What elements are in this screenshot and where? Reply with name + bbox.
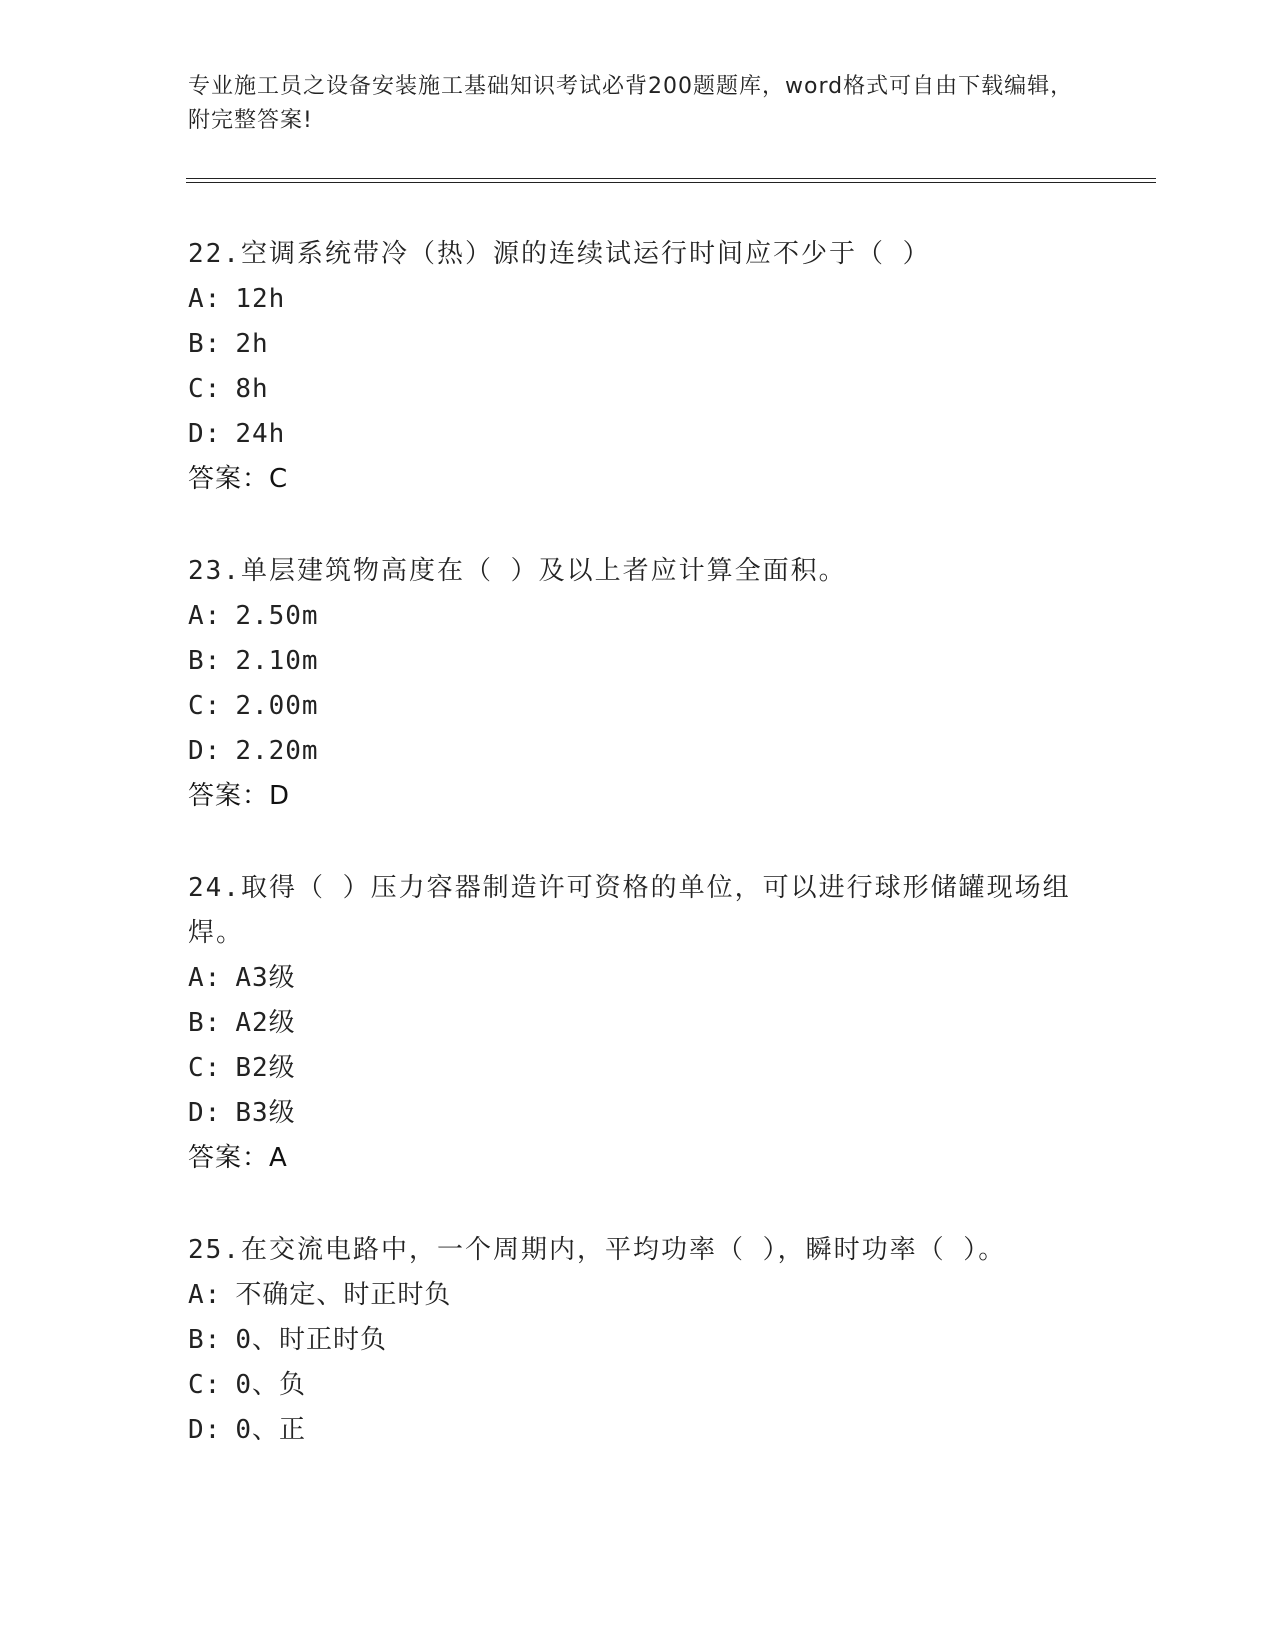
question-text: 24.取得（ ）压力容器制造许可资格的单位，可以进行球形储罐现场组焊。 bbox=[188, 873, 1071, 948]
question-list bbox=[188, 232, 1088, 1501]
option-key: A: bbox=[188, 1280, 222, 1310]
question-item bbox=[188, 866, 1088, 1180]
option-item bbox=[188, 1046, 1088, 1091]
answer-text: 答案：D bbox=[188, 781, 291, 811]
question-item bbox=[188, 232, 1088, 501]
question-text: 22.空调系统带冷（热）源的连续试运行时间应不少于（ ） bbox=[188, 239, 931, 269]
option-item bbox=[188, 729, 1088, 774]
option-value: 0、时正时负 bbox=[235, 1325, 387, 1355]
option-item bbox=[188, 956, 1088, 1001]
option-item bbox=[188, 1318, 1088, 1363]
option-value: 2h bbox=[235, 329, 269, 359]
option-item bbox=[188, 1001, 1088, 1046]
option-item bbox=[188, 1363, 1088, 1408]
option-value: 0、负 bbox=[235, 1370, 306, 1400]
option-value: 8h bbox=[235, 374, 269, 404]
option-item bbox=[188, 1091, 1088, 1136]
answer-text: 答案：A bbox=[188, 1143, 288, 1173]
question-item bbox=[188, 1228, 1088, 1453]
option-key: A: bbox=[188, 963, 222, 993]
option-key: B: bbox=[188, 329, 222, 359]
option-value: 2.20m bbox=[235, 736, 319, 766]
option-key: B: bbox=[188, 646, 222, 676]
option-item bbox=[188, 594, 1088, 639]
option-key: C: bbox=[188, 691, 222, 721]
question-text: 23.单层建筑物高度在（ ）及以上者应计算全面积。 bbox=[188, 556, 847, 586]
option-item bbox=[188, 412, 1088, 457]
option-item bbox=[188, 367, 1088, 412]
option-key: D: bbox=[188, 1415, 222, 1445]
option-key: A: bbox=[188, 284, 222, 314]
option-item bbox=[188, 684, 1088, 729]
question-item bbox=[188, 549, 1088, 818]
option-value: 12h bbox=[235, 284, 286, 314]
option-item bbox=[188, 1408, 1088, 1453]
option-key: C: bbox=[188, 374, 222, 404]
option-value: 2.50m bbox=[235, 601, 319, 631]
option-value: B2级 bbox=[235, 1053, 296, 1083]
option-key: C: bbox=[188, 1370, 222, 1400]
question-text: 25.在交流电路中，一个周期内，平均功率（ ），瞬时功率（ ）。 bbox=[188, 1235, 1007, 1265]
option-item bbox=[188, 277, 1088, 322]
option-value: 0、正 bbox=[235, 1415, 306, 1445]
option-value: A3级 bbox=[235, 963, 296, 993]
option-item bbox=[188, 322, 1088, 367]
option-key: D: bbox=[188, 419, 222, 449]
option-value: 24h bbox=[235, 419, 286, 449]
option-value: 不确定、时正时负 bbox=[235, 1280, 452, 1310]
option-item bbox=[188, 1273, 1088, 1318]
option-value: B3级 bbox=[235, 1098, 296, 1128]
option-key: D: bbox=[188, 1098, 222, 1128]
answer-text: 答案：C bbox=[188, 464, 289, 494]
option-key: D: bbox=[188, 736, 222, 766]
option-key: B: bbox=[188, 1008, 222, 1038]
header-divider bbox=[186, 178, 1156, 183]
option-key: A: bbox=[188, 601, 222, 631]
document-header: 专业施工员之设备安装施工基础知识考试必背200题题库，word格式可自由下载编辑，附完整答案! bbox=[188, 74, 1074, 133]
option-item bbox=[188, 639, 1088, 684]
option-value: A2级 bbox=[235, 1008, 296, 1038]
option-key: B: bbox=[188, 1325, 222, 1355]
option-value: 2.00m bbox=[235, 691, 319, 721]
option-key: C: bbox=[188, 1053, 222, 1083]
option-value: 2.10m bbox=[235, 646, 319, 676]
